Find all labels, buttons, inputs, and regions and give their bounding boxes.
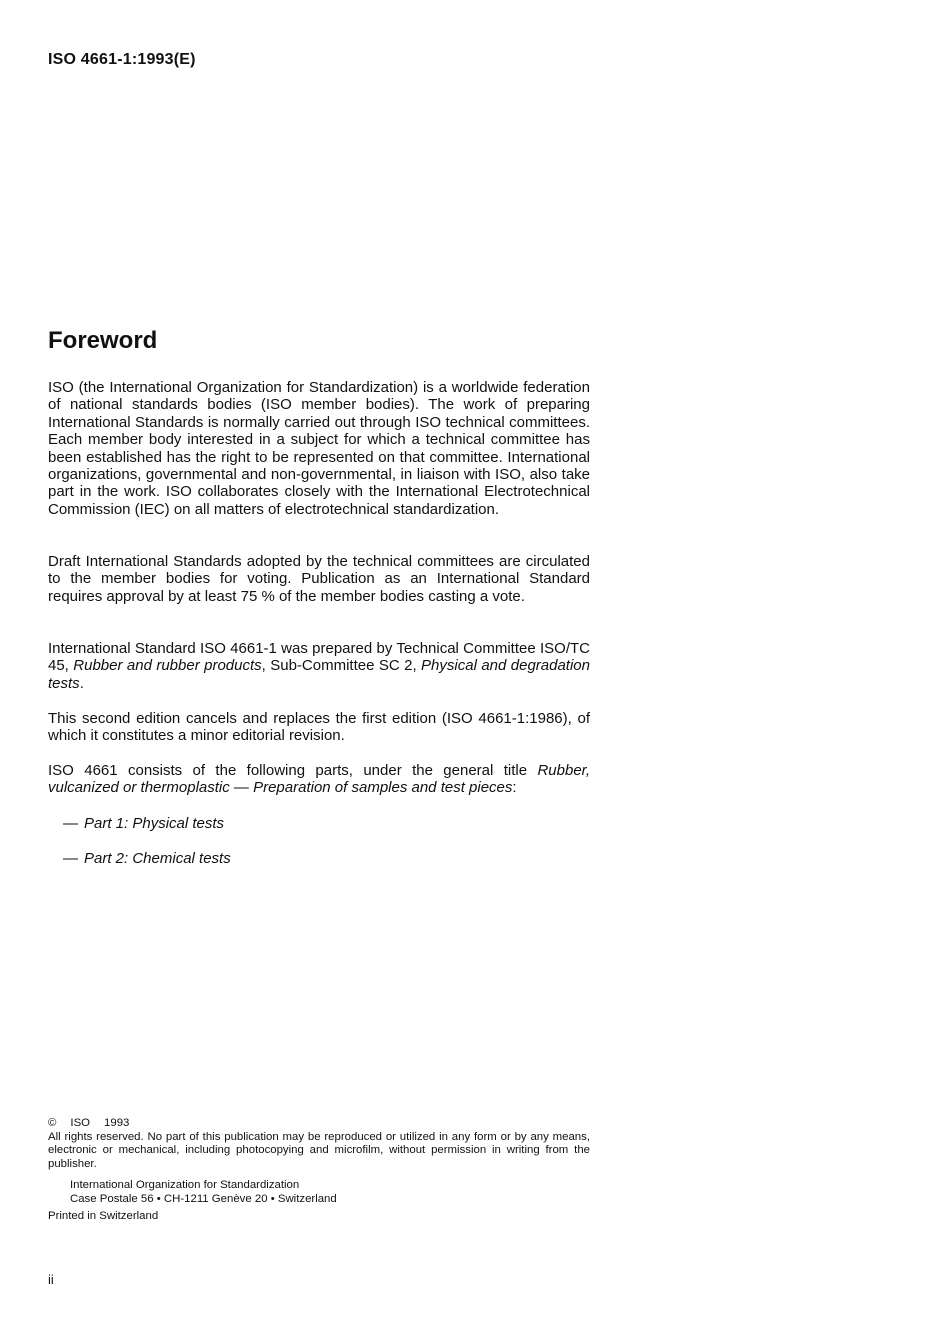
page-number: ii: [48, 1272, 54, 1287]
foreword-paragraph-3: [48, 640, 590, 692]
paragraph-text: Draft International Standards adopted by the technical committees are circulated to the member bodies for voting. Publication as an International Standard requires approval by at least 75 % of the member bodies casting a vote.: [48, 553, 590, 605]
document-id: ISO 4661-1:1993(E): [48, 51, 196, 68]
publisher-address: [70, 1178, 337, 1206]
part-label: Part 1: Physical tests: [84, 815, 225, 832]
foreword-paragraph-2: [48, 553, 590, 605]
list-item: [63, 815, 224, 832]
copyright-org: ISO: [70, 1117, 91, 1129]
list-dash: —: [63, 850, 78, 867]
paragraph-segment: , Sub-Committee SC 2,: [261, 657, 422, 675]
rights-statement: All rights reserved. No part of this publication may be reproduced or utilized in any form or by any means, electronic or mechanical, including photocopying and microfilm, without permission in writing from the publisher.: [48, 1130, 590, 1170]
section-title: Foreword: [48, 327, 158, 354]
printed-notice: Printed in Switzerland: [48, 1210, 159, 1222]
paragraph-text: [48, 762, 590, 797]
paragraph-text: This second edition cancels and replaces the first edition (ISO 4661-1:1986), of which it constitutes a minor editorial revision.: [48, 710, 590, 745]
copyright-line: [48, 1117, 590, 1131]
foreword-paragraph-5: [48, 762, 590, 797]
subcommittee-title: Physical and degradation tests: [48, 657, 590, 692]
paragraph-segment: .: [79, 674, 84, 692]
general-title: Rubber, vulcanized or thermoplastic — Preparation of samples and test pieces: [48, 762, 590, 797]
paragraph-segment: International Standard ISO 4661-1 was prepared by Technical Committee ISO/TC 45,: [48, 640, 590, 675]
copyright-icon: ©: [48, 1117, 57, 1129]
list-dash: —: [63, 815, 78, 832]
paragraph-segment: ISO 4661 consists of the following parts, under the general title: [48, 762, 538, 779]
paragraph-text: ISO (the International Organization for Standardization) is a worldwide federation of national standards bodies (ISO member bodies). The work of preparing International Standards is normally carried out through ISO technical committees. Each member body interested in a subject for which a technical committee has been established has the right to be represented on that committee. International organizations, governmental and non-governmental, in liaison with ISO, also take part in the work. ISO collaborates closely with the International Electrotechnical Commission (IEC) on all matters of electrotechnical standardization.: [48, 379, 590, 518]
foreword-paragraph-4: [48, 710, 590, 745]
list-item: [63, 850, 231, 867]
address-line: Case Postale 56 • CH-1211 Genève 20 • Switzerland: [70, 1193, 337, 1205]
copyright-year: 1993: [104, 1117, 130, 1129]
paragraph-text: [48, 640, 590, 692]
copyright-block: [48, 1117, 590, 1171]
part-label: Part 2: Chemical tests: [84, 850, 231, 867]
foreword-paragraph-1: [48, 379, 590, 518]
paragraph-segment: :: [512, 779, 517, 797]
address-line: International Organization for Standardization: [70, 1179, 300, 1191]
committee-title: Rubber and rubber products: [73, 657, 262, 675]
